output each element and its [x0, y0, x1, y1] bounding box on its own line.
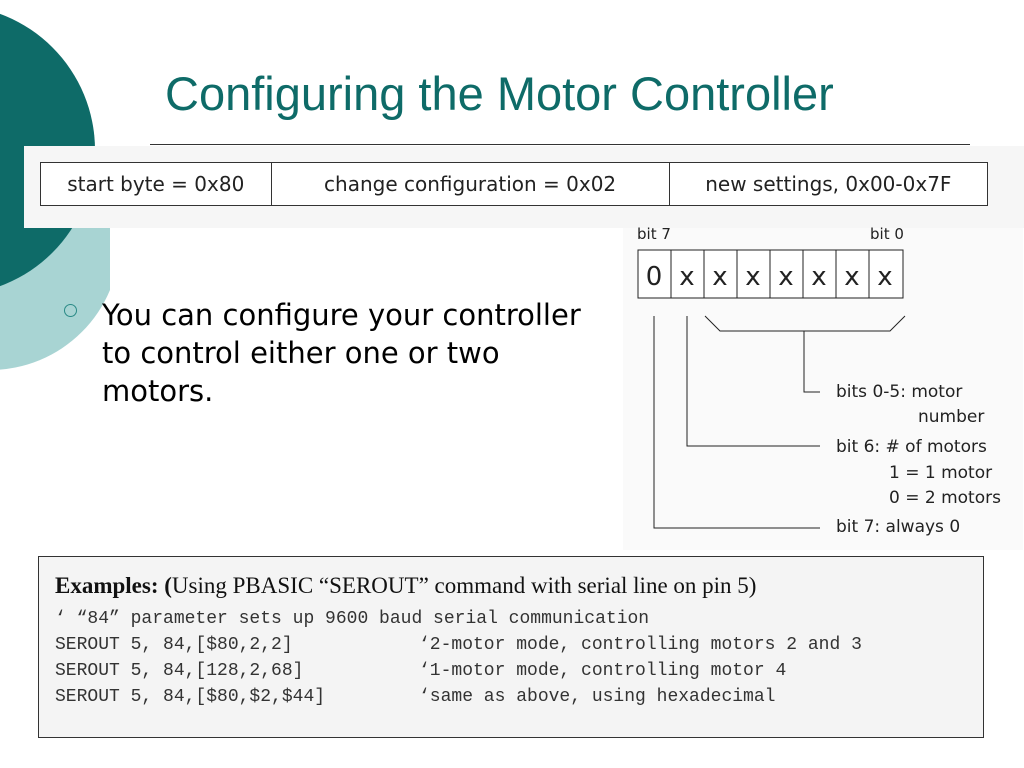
- bit-7-annotation: bit 7: always 0: [836, 517, 961, 537]
- examples-heading-rest: Using PBASIC “SEROUT” command with serial line on pin 5): [171, 573, 757, 598]
- bit-value: x: [877, 262, 893, 292]
- bit-6-annotation: 1 = 1 motor: [889, 463, 993, 483]
- bit-value: x: [811, 262, 827, 292]
- bit-value: x: [679, 262, 695, 292]
- bits-0-5-leader: [804, 331, 820, 392]
- code-command: SEROUT 5, 84,[$80,$2,$44]: [55, 687, 326, 707]
- code-command: SEROUT 5, 84,[$80,2,2]: [55, 635, 293, 655]
- bullet-text: You can configure your controller to control either one or two motors.: [102, 298, 581, 408]
- code-comment: ‘2-motor mode, controlling motors 2 and 3: [419, 635, 862, 655]
- code-comment: ‘1-motor mode, controlling motor 4: [419, 661, 787, 681]
- start-byte-cell: start byte = 0x80: [41, 163, 272, 205]
- bit-cells: [638, 250, 903, 298]
- bit-value: x: [844, 262, 860, 292]
- change-configuration-cell: change configuration = 0x02: [272, 163, 670, 205]
- code-line: [55, 635, 862, 655]
- bits-0-5-annotation: bits 0-5: motor: [836, 382, 963, 402]
- bit-6-annotation: bit 6: # of motors: [836, 437, 987, 457]
- bit-6-leader: [687, 316, 820, 446]
- bit-7-leader: [654, 316, 820, 528]
- connector-lines: [654, 316, 905, 528]
- code-line: [55, 687, 775, 707]
- examples-heading: [55, 573, 756, 599]
- code-command: SEROUT 5, 84,[128,2,68]: [55, 661, 304, 681]
- bit-value: x: [778, 262, 794, 292]
- code-comment-line: ‘ “84” parameter sets up 9600 baud serial communication: [55, 609, 650, 629]
- bit-value: x: [712, 262, 728, 292]
- bit-7-label: bit 7: [637, 225, 671, 243]
- examples-heading-bold: Examples: (: [55, 573, 172, 598]
- slide-title: Configuring the Motor Controller: [165, 67, 834, 120]
- new-settings-cell: new settings, 0x00-0x7F: [705, 172, 952, 196]
- bit-value: 0: [645, 262, 663, 292]
- bits-0-5-bracket: [705, 316, 905, 331]
- bit-6-annotation: 0 = 2 motors: [889, 488, 1001, 508]
- code-line: [55, 661, 786, 681]
- examples-box: [38, 556, 984, 738]
- bit-value: x: [745, 262, 761, 292]
- bit-0-label: bit 0: [870, 225, 904, 243]
- code-comment: ‘same as above, using hexadecimal: [419, 687, 776, 707]
- bits-0-5-annotation: number: [918, 407, 985, 427]
